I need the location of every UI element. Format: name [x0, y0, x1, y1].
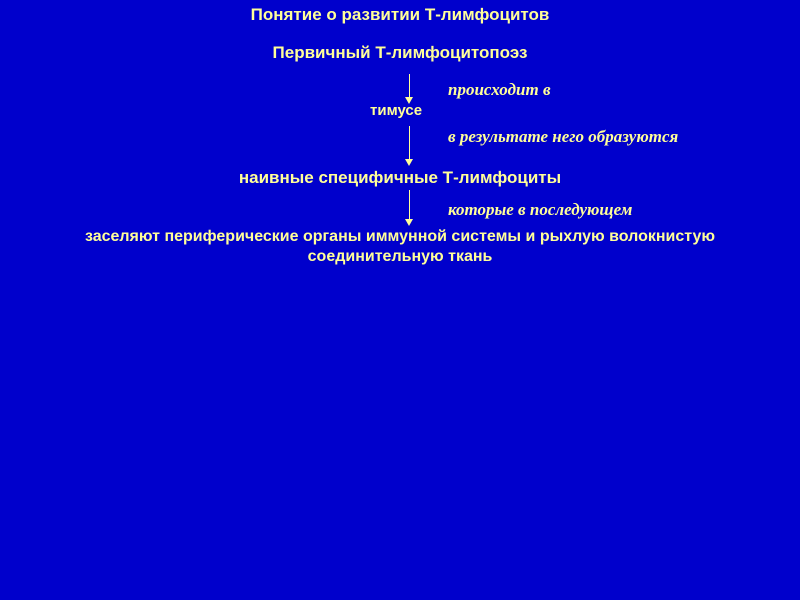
- final-statement: заселяют периферические органы иммунной системы и рыхлую волокнистую соединительную ткань: [84, 228, 716, 265]
- arrow-shaft: [409, 74, 410, 97]
- connector-text-2: в результате него образуются: [448, 127, 679, 146]
- connector-text-1: происходит в: [448, 80, 551, 99]
- down-arrow-icon-2: [405, 126, 414, 166]
- arrow-shaft: [409, 190, 410, 219]
- slide-subtitle: Первичный Т-лимфоцитопоэз: [272, 43, 528, 62]
- arrow-shaft: [409, 126, 410, 159]
- down-arrow-icon-1: [405, 74, 414, 104]
- down-arrow-icon-3: [405, 190, 414, 226]
- arrow-head: [405, 219, 413, 226]
- arrow-head: [405, 159, 413, 166]
- result-label: наивные специфичные Т-лимфоциты: [238, 168, 562, 187]
- location-label: тимусе: [370, 102, 423, 119]
- connector-text-3: которые в последующем: [448, 200, 633, 219]
- page-title: Понятие о развитии Т-лимфоцитов: [250, 5, 550, 24]
